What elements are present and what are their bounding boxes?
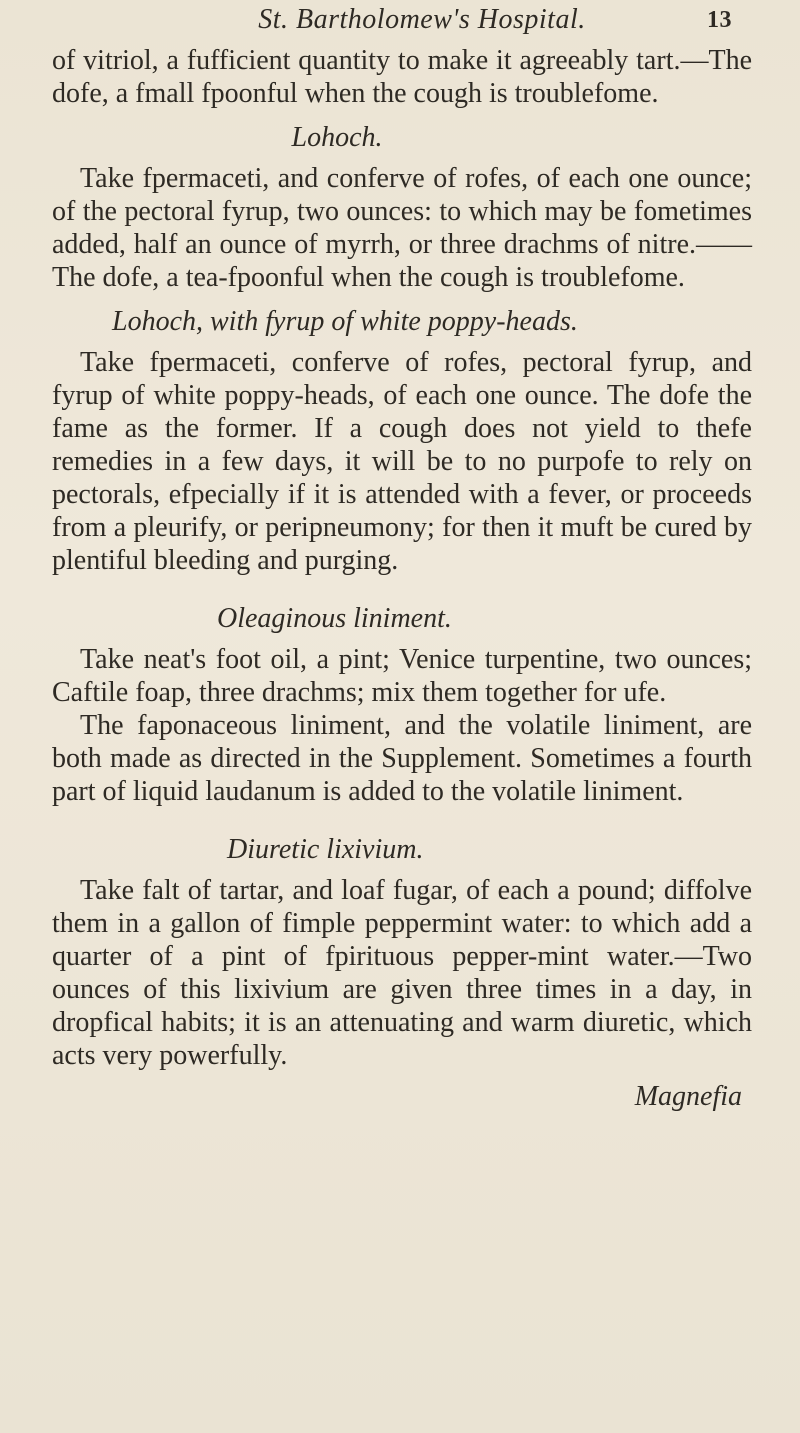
section-heading-lohoch-poppy: Lohoch, with fyrup of white poppy-heads. <box>112 306 578 337</box>
section-body-lohoch: Take fpermaceti, and conferve of rofes, of each one ounce; of the pectoral fyrup, two ounces: to which may be fometimes added, half an ounce of myrrh, or three drachms of nitre.——The dofe, a tea-fpoonful when the cough is troublefome. <box>52 163 752 293</box>
section-gap <box>52 808 752 822</box>
section-body-oleaginous-liniment: Take neat's foot oil, a pint; Venice turpentine, two ounces; Caftile foap, three drachms; mix them together for ufe. <box>52 644 752 708</box>
page-number: 13 <box>707 7 732 33</box>
section-body-lohoch-poppy: Take fpermaceti, conferve of rofes, pectoral fyrup, and fyrup of white poppy-heads, of each one ounce. The dofe the fame as the former. If a cough does not yield to thefe remedies in a few days, it will be to no purpofe to rely on pectorals, efpecially if it is attended with a fever, or proceeds from a pleurify, or peripneumony; for then it muft be cured by plentiful bleeding and purging. <box>52 347 752 576</box>
catchword: Magnefia <box>634 1081 742 1112</box>
section-heading-oleaginous-liniment: Oleaginous liniment. <box>217 603 452 634</box>
section-body-diuretic-lixivium: Take falt of tartar, and loaf fugar, of each a pound; diffolve them in a gallon of fimple peppermint water: to which add a quarter of a pint of fpirituous pepper-mint water.—Two ounces of this lixivium are given three times in a day, in dropfical habits; it is an attenuating and warm diuretic, which acts very powerfully. <box>52 875 752 1071</box>
section-body-saponaceous-liniment: The faponaceous liniment, and the volatile liniment, are both made as directed in the Supplement. Sometimes a fourth part of liquid laudanum is added to the volatile liniment. <box>52 710 752 807</box>
intro-paragraph: of vitriol, a fufficient quantity to make it agreeably tart.—The dofe, a fmall fpoonful when the cough is troublefome. <box>52 45 752 109</box>
running-head-title: St. Bartholomew's Hospital. <box>258 4 586 35</box>
section-heading-lohoch: Lohoch. <box>291 122 383 153</box>
running-head <box>52 0 752 40</box>
section-gap <box>52 577 752 591</box>
section-heading-diuretic-lixivium: Diuretic lixivium. <box>227 834 424 865</box>
body-text <box>52 44 752 1113</box>
